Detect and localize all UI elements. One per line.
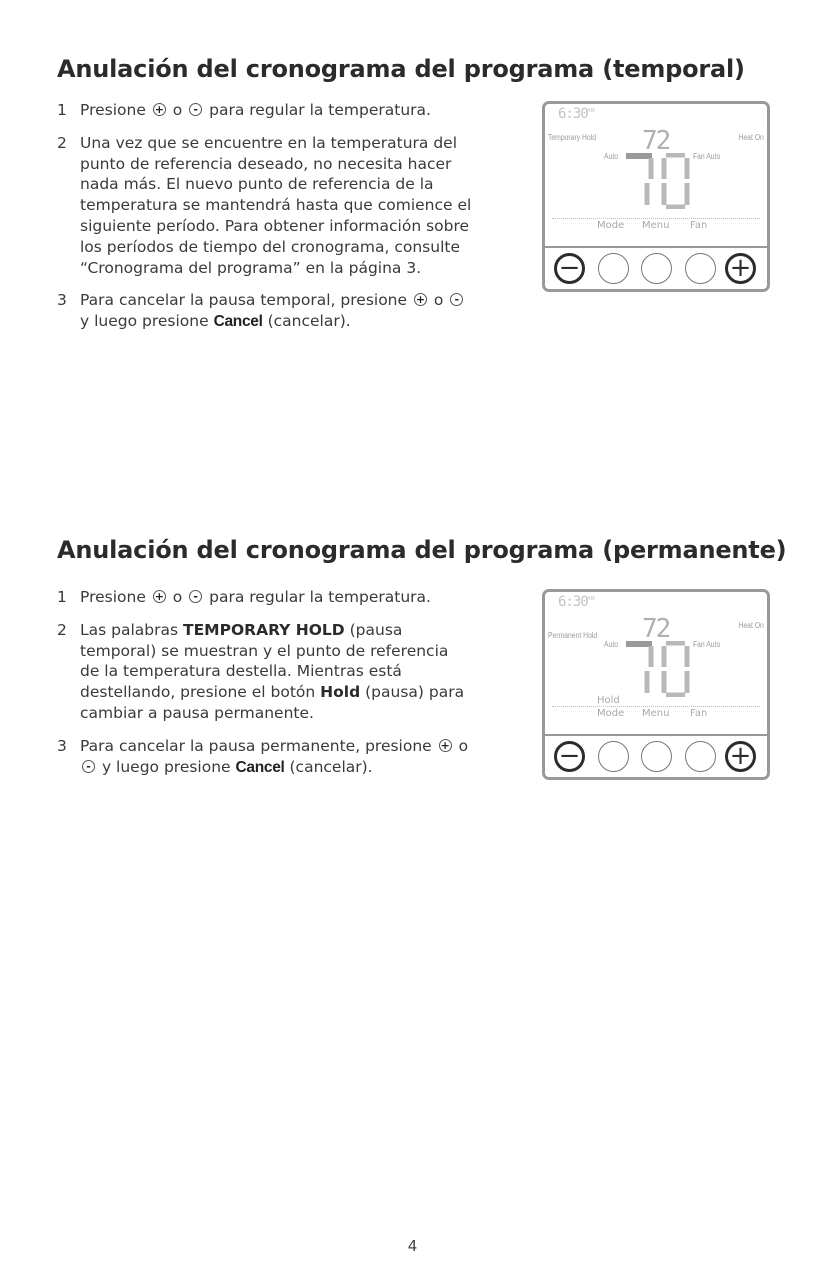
plus-icon: + [440,738,450,752]
step-text-part: (pausa) para cambiar a pausa permanente. [80,683,465,722]
step-text-part: Presione [80,101,146,119]
step-text-part: (cancelar). [289,757,373,776]
display-temperature [624,641,690,697]
display-time: 6:30 [558,106,588,122]
display-fan-mode: Fan Auto [693,640,721,649]
step-number: 2 [57,620,67,639]
display-setpoint: 72 [642,614,670,644]
display-system-mode: Auto [604,640,618,649]
thermostat-divider [545,246,767,248]
display-ampm: AM [587,108,595,114]
mode-button [598,253,629,284]
temporary-hold-term: TEMPORARY HOLD [183,620,345,639]
display-fan-mode: Fan Auto [693,152,721,161]
step-text-part: o [458,736,469,755]
step-text: Una vez que se encuentre en la temperatura del punto de referencia deseado, no necesita hacer nada más. El nuevo punto de referencia de la temperatura se mantendrá hasta que comience el siguiente período. Para obtener información sobre los períodos de tiempo del cronograma, consulte “Cronograma del programa” en la página 3. [80,133,472,277]
step-number: 1 [57,101,67,119]
step-text-part: Las palabras [80,620,179,639]
cancel-key-label: Cancel [235,758,285,776]
steps-list [57,100,472,345]
step-text-part: Para cancelar la pausa temporal, presione [80,291,408,310]
step-2 [57,133,472,279]
step-text-part: (pausa temporal) se muestran y el punto de referencia de la temperatura destella. Mientras está destellando, presione el botón [80,620,449,702]
plus-button: + [725,741,756,772]
step-number: 3 [57,291,67,310]
display-time: 6:30 [558,594,588,610]
display-system-mode: Auto [604,152,618,161]
plus-button: + [725,253,756,284]
step-text-part: (cancelar). [267,312,351,331]
display-dotted-line [552,218,760,219]
step-2 [57,620,472,724]
minus-button: − [554,253,585,284]
step-text-part: o [172,101,183,119]
step-number: 3 [57,736,67,755]
step-text [80,291,465,330]
plus-icon: + [154,590,164,603]
step-text [80,588,431,606]
display-heat-status: Heat On [738,621,764,630]
plus-icon: + [415,293,426,307]
softkey-menu-label: Menu [642,220,670,231]
plus-icon: + [154,103,164,116]
step-number: 1 [57,588,67,606]
step-text-part: o [433,291,444,310]
section-title: Anulación del cronograma del programa (permanente) [57,536,787,564]
step-text-part: Para cancelar la pausa permanente, presione [80,736,432,755]
step-3 [57,290,472,333]
section-title: Anulación del cronograma del programa (temporal) [57,55,745,83]
display-temperature [624,153,690,209]
display-hold-status: Permanent Hold [548,631,598,640]
thermostat-illustration [542,101,770,292]
step-text [80,621,464,722]
softkey-mode-label: Mode [597,708,625,719]
thermostat-divider [545,734,767,736]
step-text-part: para regular la temperatura. [209,101,431,119]
minus-icon: - [82,760,95,773]
softkey-fan-label: Fan [690,708,708,719]
mode-button [598,741,629,772]
softkey-menu-label: Menu [642,708,670,719]
display-dotted-line [552,706,760,707]
display-ampm: AM [587,596,595,602]
thermostat-illustration [542,589,770,780]
minus-icon: - [189,590,202,603]
softkey-fan-label: Fan [690,220,708,231]
page-number: 4 [407,1237,418,1255]
minus-button: − [554,741,585,772]
menu-button [641,741,672,772]
fan-button [685,741,716,772]
cancel-key-label: Cancel [213,313,263,331]
display-hold-status: Temporary Hold [548,133,596,142]
steps-list [57,587,472,790]
step-1 [57,100,472,121]
step-text [80,101,431,119]
step-text-part: o [172,588,183,606]
display-heat-status: Heat On [738,133,764,142]
step-1 [57,587,472,608]
display-setpoint: 72 [642,126,670,156]
step-number: 2 [57,133,67,152]
step-text-part: para regular la temperatura. [209,588,431,606]
step-text-part: y luego presione [80,312,209,331]
step-3 [57,736,472,779]
step-text [80,737,468,776]
menu-button [641,253,672,284]
step-text-part: y luego presione [101,757,231,776]
minus-icon: - [189,103,202,116]
step-text-part: Presione [80,588,146,606]
minus-icon: - [450,293,463,306]
fan-button [685,253,716,284]
display-hold-label: Hold [597,695,620,706]
softkey-mode-label: Mode [597,220,625,231]
hold-term: Hold [320,683,361,702]
